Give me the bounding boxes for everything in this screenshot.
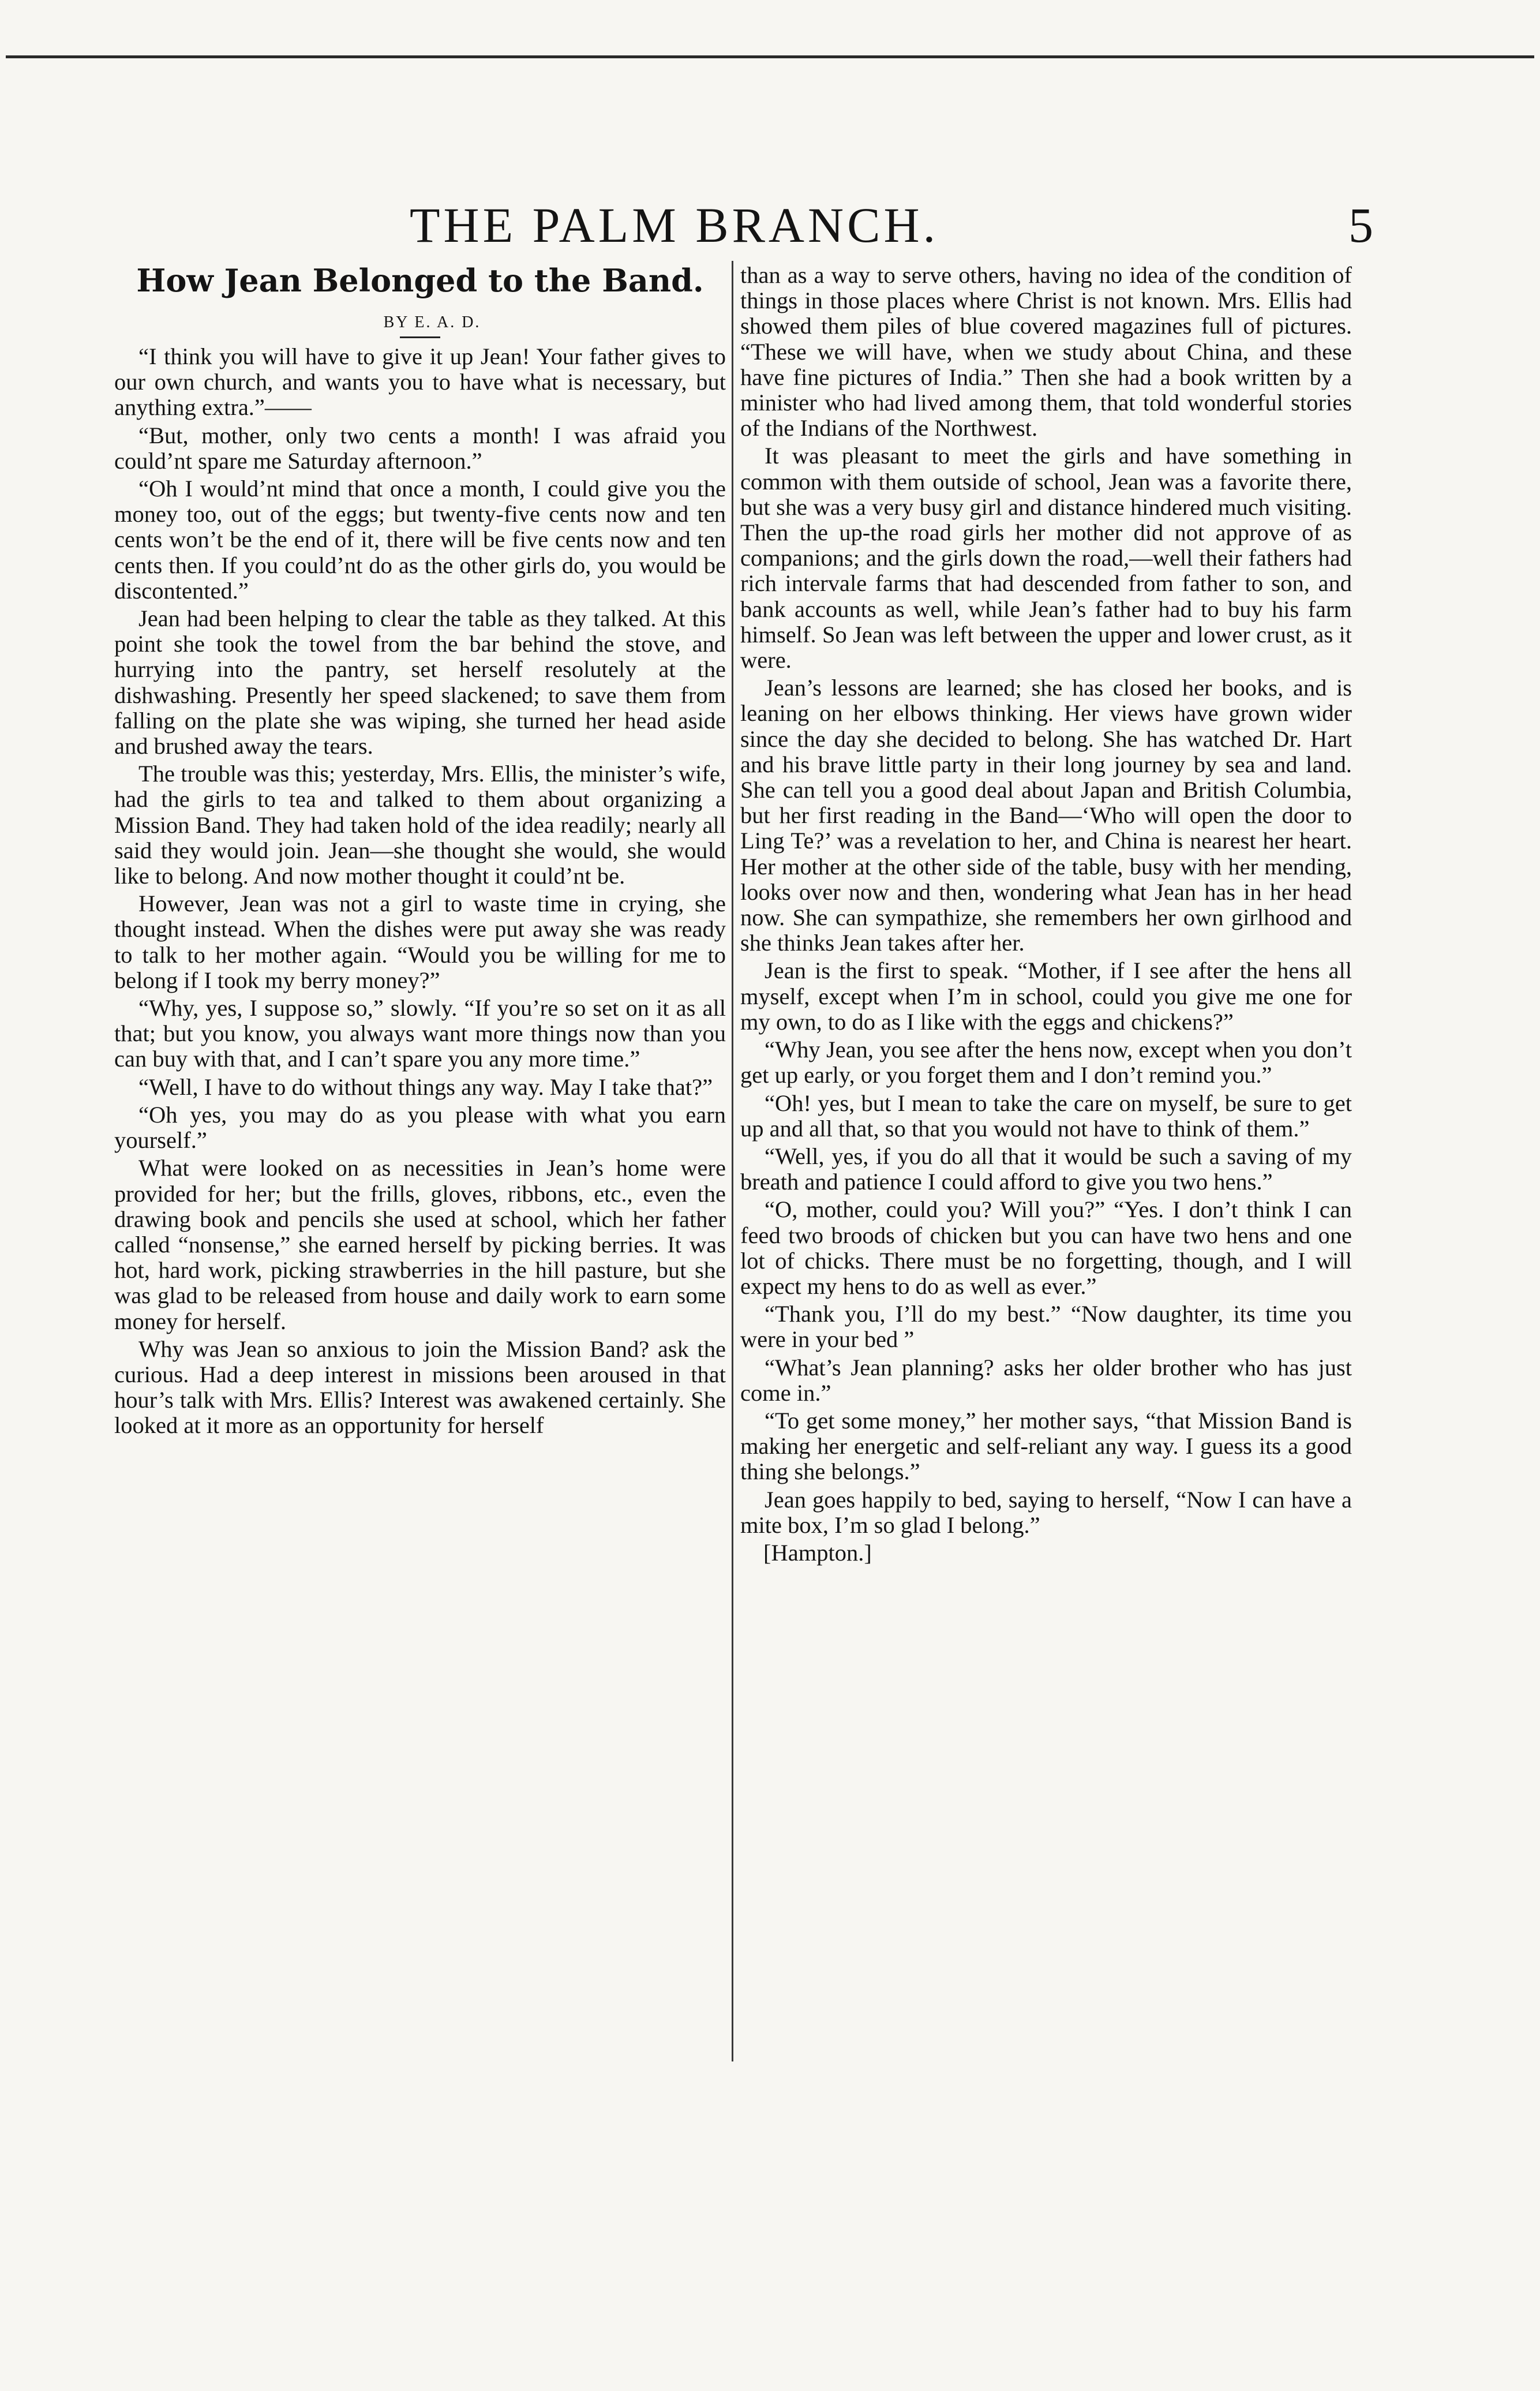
paragraph: “Thank you, I’ll do my best.” “Now daughter, its time you were in your bed ” <box>740 1301 1352 1353</box>
paragraph: Jean’s lessons are learned; she has closed her books, and is leaning on her elbows thinking. Her views have grown wider since the day she decided to belong. She has watched Dr. Hart and his brave little party in their long journey by sea and land. She can tell you a good deal about Japan and British Columbia, but her first reading in the Band—‘Who will open the door to Ling Te?’ was a revelation to her, and China is nearest her heart. Her mother at the other side of the table, busy with her mending, looks over now and then, wondering what Jean has in her head now. She can sympathize, she remembers her own girlhood and she thinks Jean takes after her. <box>740 675 1352 956</box>
paragraph: “Well, yes, if you do all that it would be such a saving of my breath and patience I could afford to give you two hens.” <box>740 1143 1352 1195</box>
paragraph: “I think you will have to give it up Jean! Your father gives to our own church, and wants you to have what is necessary, but anything extra.”—— <box>114 343 726 421</box>
paragraph: “Well, I have to do without things any way. May I take that?” <box>138 1073 713 1100</box>
paragraph: Why was Jean so anxious to join the Mission Band? ask the curious. Had a deep interest in missions been aroused in that hour’s talk with Mrs. Ellis? Interest was awakened certainly. She looked at it more as an opportunity for herself <box>114 1335 726 1439</box>
paragraph: What were looked on as necessities in Jean’s home were provided for her; but the frills, gloves, ribbons, etc., even the drawing book and pencils she used at school, which her father called “nonsense,” she earned herself by picking berries. It was hot, hard work, picking strawberries in the hill pasture, but she was glad to be released from house and daily work to earn some money for herself. <box>114 1155 726 1334</box>
paragraph: “Oh yes, you may do as you please with what you earn yourself.” <box>114 1101 726 1154</box>
paragraph: “O, mother, could you? Will you?” “Yes. I don’t think I can feed two broods of chicken but you can have two hens and one lot of chicks. There must be no forgetting, though, and I will expect my hens to do as well as ever.” <box>740 1196 1352 1299</box>
top-rule <box>6 55 1534 58</box>
paragraph: Jean is the first to speak. “Mother, if I see after the hens all myself, except when I’m in school, could you give me one for my own, to do as I like with the eggs and chickens?” <box>740 957 1352 1035</box>
column-divider <box>732 261 733 2061</box>
page-number: 5 <box>1348 197 1373 253</box>
paragraph: Jean had been helping to clear the table as they talked. At this point she took the towel from the bar behind the stove, and hurrying into the pantry, set herself resolutely at the dishwashing. Presently her speed slackened; to save them from falling on the plate she was wiping, she turned her head aside and brushed away the tears. <box>114 605 726 759</box>
paragraph: “But, mother, only two cents a month! I was afraid you could’nt spare me Saturday afternoon.” <box>114 422 726 474</box>
byline-rule <box>400 336 440 338</box>
paragraph: than as a way to serve others, having no idea of the condition of things in those places where Christ is not known. Mrs. Ellis had showed them piles of blue covered magazines full of pictures. “These we will have, when we study about China, and these have fine pictures of India.” Then she had a book written by a minister who had lived among them, that told wonderful stories of the Indians of the Northwest. <box>740 262 1352 441</box>
paragraph: “Why, yes, I suppose so,” slowly. “If you’re so set on it as all that; but you know, you always want more things now than you can buy with that, and I can’t spare you any more time.” <box>114 995 726 1072</box>
left-column <box>114 263 726 1441</box>
paragraph: Jean goes happily to bed, saying to herself, “Now I can have a mite box, I’m so glad I belong.” <box>740 1486 1352 1538</box>
source-signoff: [Hampton.] <box>763 1539 872 1566</box>
paragraph: “Oh! yes, but I mean to take the care on myself, be sure to get up and all that, so that you would not have to think of them.” <box>740 1090 1352 1142</box>
masthead <box>162 196 1373 260</box>
paragraph: However, Jean was not a girl to waste time in crying, she thought instead. When the dishes were put away she was ready to talk to her mother again. “Would you be willing for me to belong if I took my berry money?” <box>114 890 726 993</box>
paragraph: It was pleasant to meet the girls and have something in common with them outside of school, Jean was a favorite there, but she was a very busy girl and distance hindered much visiting. Then the up-the road girls her mother did not approve of as companions; and the girls down the road,—well their fathers had rich intervale farms that had descended from father to son, and bank accounts as well, while Jean’s father had to buy his farm himself. So Jean was left between the upper and lower crust, as it were. <box>740 443 1352 673</box>
paragraph: The trouble was this; yesterday, Mrs. Ellis, the minister’s wife, had the girls to tea and talked to them about organizing a Mission Band. They had taken hold of the idea readily; nearly all said they would join. Jean—she thought she would, she would like to belong. And now mother thought it could’nt be. <box>114 761 726 889</box>
paragraph: “What’s Jean planning? asks her older brother who has just come in.” <box>740 1354 1352 1406</box>
article-title: How Jean Belonged to the Band. <box>136 262 704 299</box>
right-column <box>740 263 1352 1568</box>
paragraph: “Why Jean, you see after the hens now, except when you don’t get up early, or you forget them and I don’t remind you.” <box>740 1037 1352 1088</box>
byline: BY E. A. D. <box>383 313 481 331</box>
publication-title: THE PALM BRANCH. <box>410 197 939 253</box>
paragraph: “Oh I would’nt mind that once a month, I could give you the money too, out of the eggs; but twenty-five cents now and ten cents won’t be the end of it, there will be five cents now and ten cents then. If you could’nt do as the other girls do, you would be discontented.” <box>114 476 726 604</box>
paragraph: “To get some money,” her mother says, “that Mission Band is making her energetic and self-reliant any way. I guess its a good thing she belongs.” <box>740 1407 1352 1485</box>
